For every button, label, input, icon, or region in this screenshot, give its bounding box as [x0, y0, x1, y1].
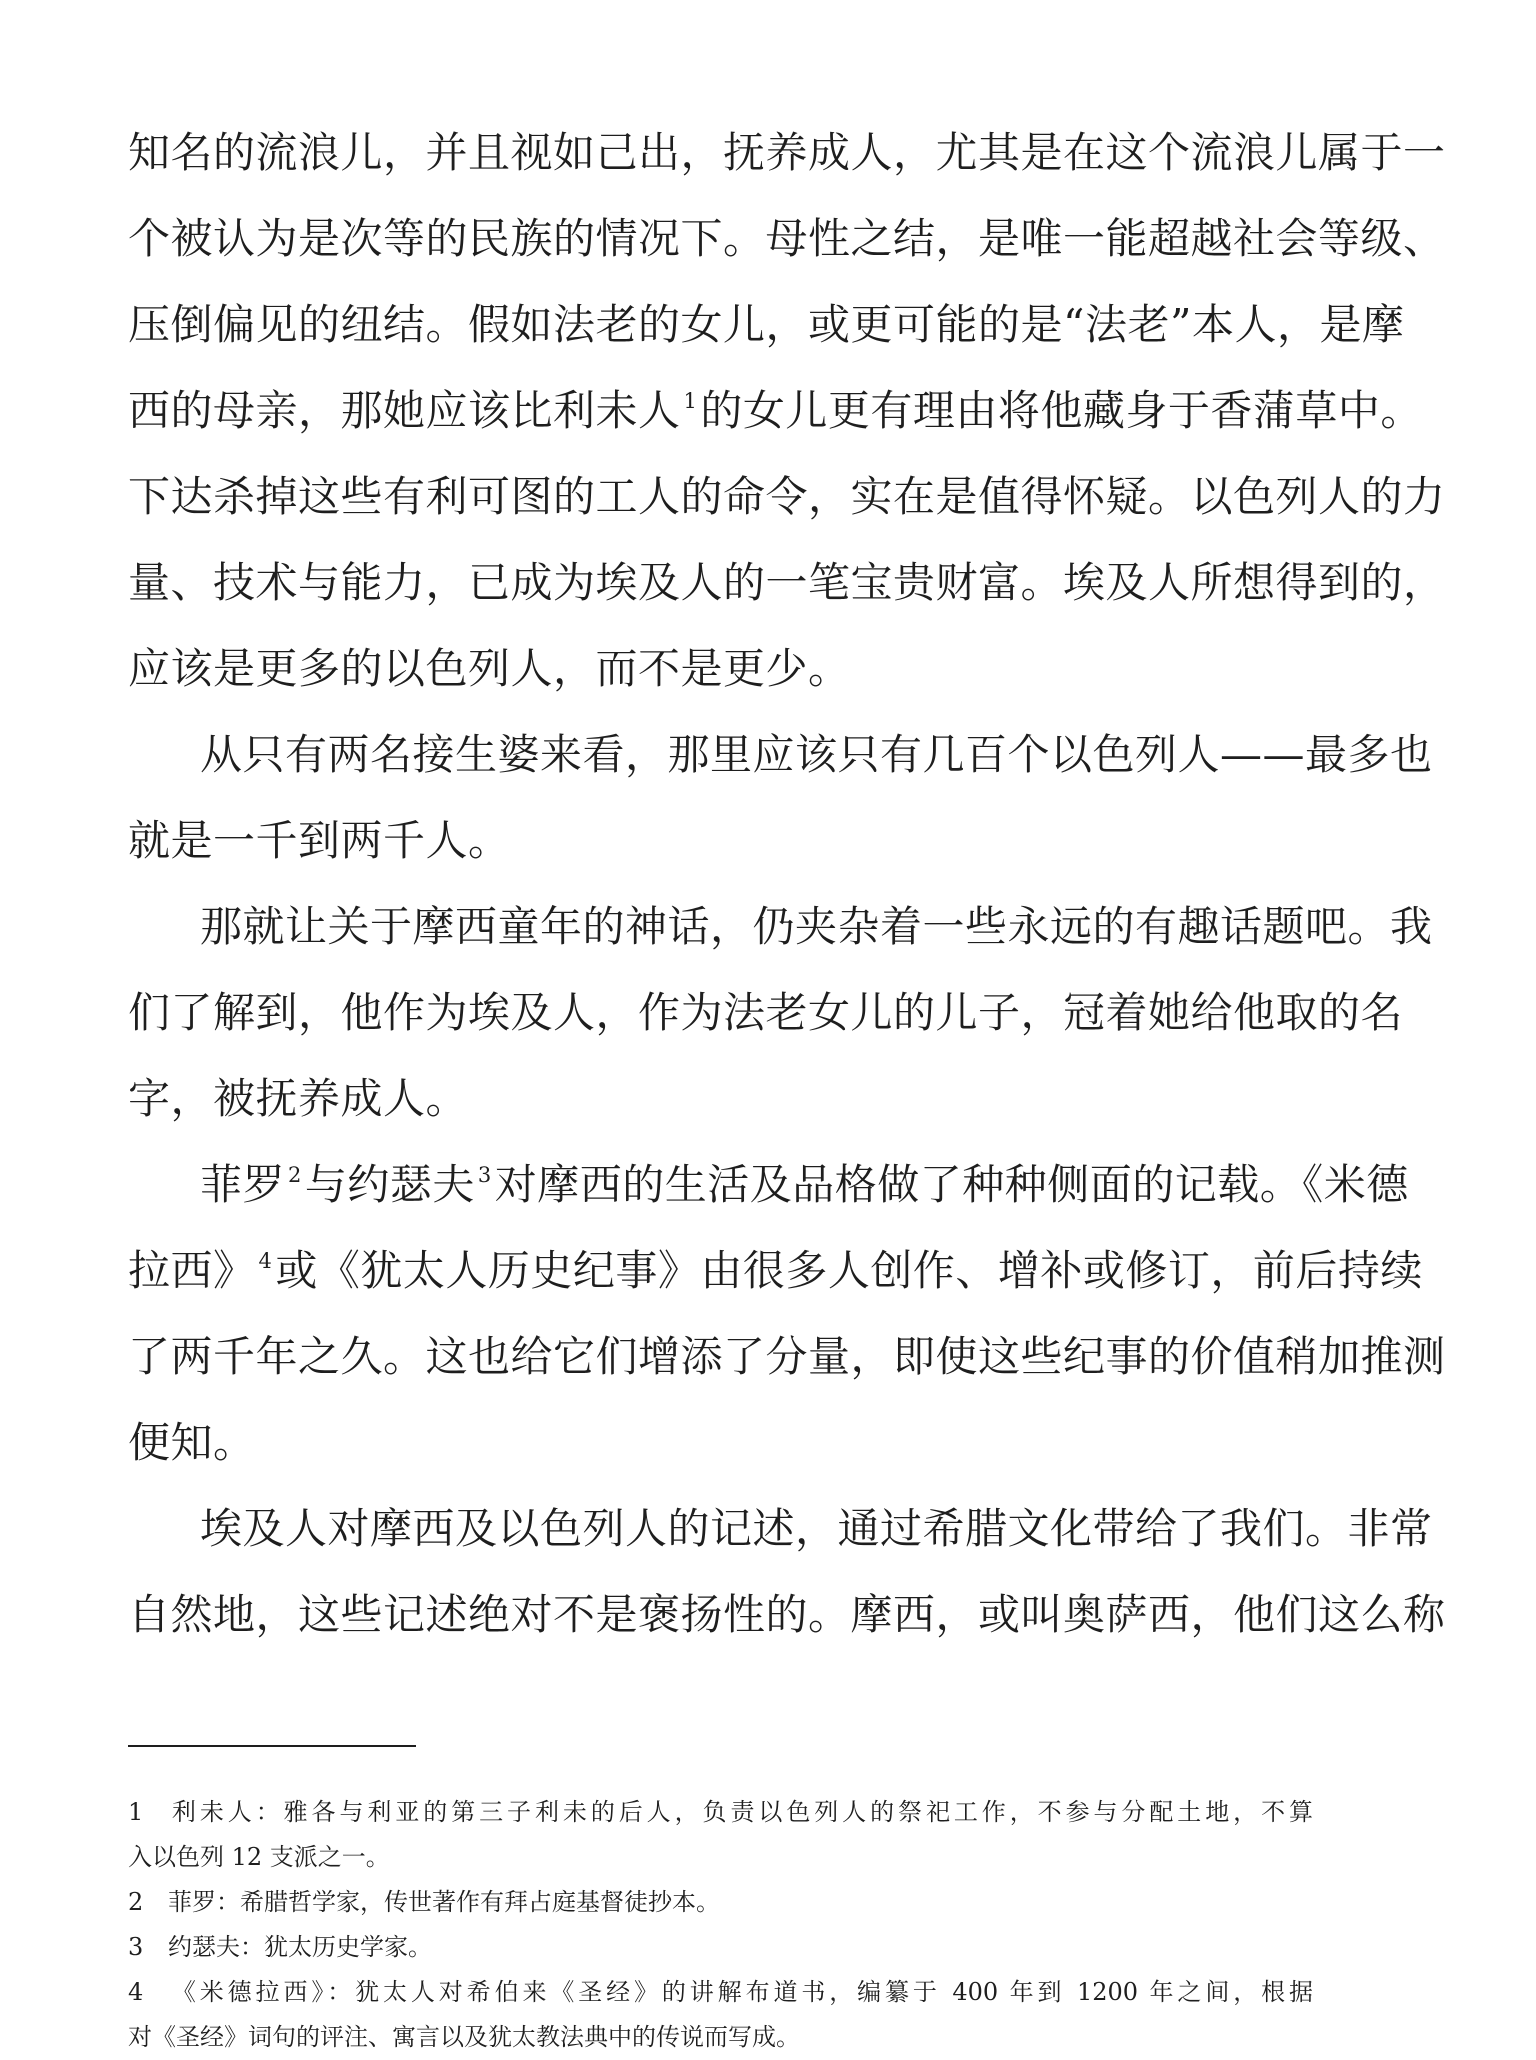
- text-line: 自然地，这些记述绝对不是褒扬性的。摩西，或叫奥萨西，他们这么称: [128, 1590, 1446, 1639]
- text-line: 那就让关于摩西童年的神话，仍夹杂着一些永远的有趣话题吧。我: [200, 902, 1433, 951]
- footnote-4-cont: 对《圣经》词句的评注、寓言以及犹太教法典中的传说而写成。: [128, 2023, 800, 2051]
- text-segment: 拉西》: [128, 1246, 256, 1295]
- text-segment: 或《犹太人历史纪事》由很多人创作、增补或修订，前后持续: [275, 1246, 1423, 1295]
- text-line: [128, 1142, 1409, 1228]
- text-line: 了两千年之久。这也给它们增添了分量，即使这些纪事的价值稍加推测: [128, 1332, 1446, 1381]
- text-line: 字，被抚养成人。: [128, 1074, 469, 1123]
- text-segment: 菲罗: [200, 1160, 286, 1209]
- footnote-text: 利未人：雅各与利亚的第三子利未的后人，负责以色列人的祭祀工作，不参与分配土地，不算: [168, 1798, 1313, 1826]
- footnote-number: 4: [128, 1978, 144, 2006]
- text-line: [128, 368, 1423, 454]
- text-line: 下达杀掉这些有利可图的工人的命令，实在是值得怀疑。以色列人的力: [128, 472, 1446, 521]
- text-line: 应该是更多的以色列人，而不是更少。: [128, 644, 851, 693]
- footnote-number: 2: [128, 1888, 144, 1916]
- footnote-text: 《米德拉西》：犹太人对希伯来《圣经》的讲解布道书，编纂于 400 年到 1200 年之间，根据: [168, 1978, 1313, 2006]
- text-line: 埃及人对摩西及以色列人的记述，通过希腊文化带给了我们。非常: [200, 1504, 1433, 1553]
- text-line: 知名的流浪儿，并且视如己出，抚养成人，尤其是在这个流浪儿属于一: [128, 128, 1446, 177]
- footnote-text: 菲罗：希腊哲学家，传世著作有拜占庭基督徒抄本。: [168, 1888, 720, 1916]
- text-segment: 对摩西的生活及品格做了种种侧面的记载。《米德: [494, 1160, 1409, 1209]
- footnote-3: [128, 1925, 1313, 1970]
- footnote-ref[interactable]: 4: [258, 1249, 273, 1273]
- footnote-1: [128, 1790, 1313, 1835]
- footnote-2: [128, 1880, 1313, 1925]
- footnote-1-cont: 入以色列 12 支派之一。: [128, 1843, 390, 1871]
- text-line: [128, 1228, 1423, 1314]
- footnote-text: 约瑟夫：犹太历史学家。: [168, 1933, 432, 1961]
- text-line: 从只有两名接生婆来看，那里应该只有几百个以色列人——最多也: [200, 730, 1433, 779]
- footnote-number: 1: [128, 1798, 144, 1826]
- footnotes: [128, 1790, 1313, 2060]
- text-line: 量、技术与能力，已成为埃及人的一笔宝贵财富。埃及人所想得到的，: [128, 558, 1446, 607]
- footnote-divider: [128, 1745, 416, 1747]
- footnote-number: 3: [128, 1933, 144, 1961]
- text-line: 就是一千到两千人。: [128, 816, 511, 865]
- text-line: 个被认为是次等的民族的情况下。母性之结，是唯一能超越社会等级、: [128, 214, 1446, 263]
- page-body: [128, 110, 1446, 1658]
- text-line: 们了解到，他作为埃及人，作为法老女儿的儿子，冠着她给他取的名: [128, 988, 1404, 1037]
- footnote-ref[interactable]: 1: [683, 389, 698, 413]
- footnote-4: [128, 1970, 1313, 2015]
- text-line: 便知。: [128, 1418, 256, 1467]
- text-segment: 西的母亲，那她应该比利未人: [128, 386, 681, 435]
- footnote-ref[interactable]: 3: [477, 1163, 492, 1187]
- text-line: 压倒偏见的纽结。假如法老的女儿，或更可能的是“法老”本人，是摩: [128, 300, 1405, 349]
- text-segment: 的女儿更有理由将他藏身于香蒲草中。: [700, 386, 1423, 435]
- text-segment: 与约瑟夫: [304, 1160, 475, 1209]
- footnote-ref[interactable]: 2: [288, 1163, 302, 1187]
